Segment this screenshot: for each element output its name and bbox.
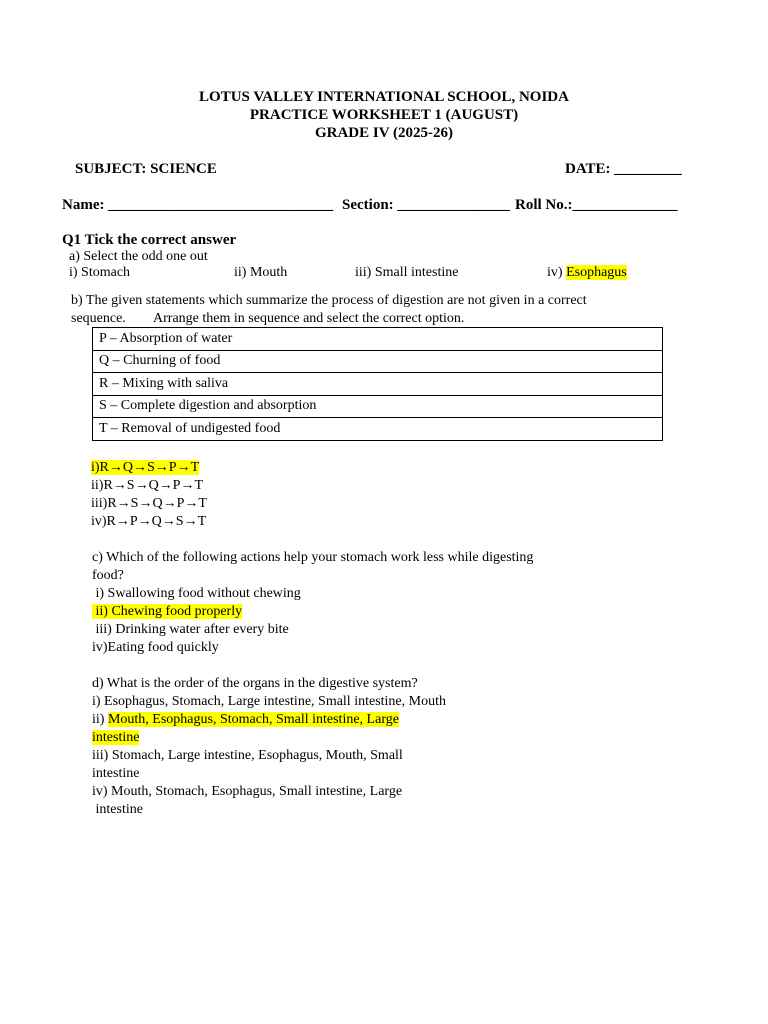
option-c-2-text: ii) Chewing food properly (92, 604, 243, 619)
option-d-1[interactable]: i) Esophagus, Stomach, Large intestine, Small intestine, Mouth (92, 694, 446, 709)
option-a-4-prefix: iv) (547, 265, 563, 280)
table-row (93, 373, 663, 396)
section-field[interactable]: Section: _______________ (342, 197, 510, 213)
option-c-3[interactable]: iii) Drinking water after every bite (92, 622, 289, 637)
table-row (93, 418, 663, 441)
statement-q: Q – Churning of food (93, 350, 663, 373)
option-d-4[interactable]: iv) Mouth, Stomach, Esophagus, Small intestine, Large (92, 784, 403, 799)
date-field[interactable]: DATE: _________ (565, 161, 682, 177)
option-b-1[interactable] (91, 459, 199, 477)
question-a-prompt: a) Select the odd one out (69, 249, 208, 264)
question-b-prompt-line1: b) The given statements which summarize the process of digestion are not given in a correct (71, 293, 587, 308)
question-1-title: Q1 Tick the correct answer (62, 232, 237, 248)
option-b-1-text: i)R→Q→S→P→T (91, 460, 200, 475)
option-b-2[interactable]: ii)R→S→Q→P→T (91, 478, 204, 493)
option-a-2[interactable]: ii) Mouth (234, 265, 288, 280)
option-a-3[interactable]: iii) Small intestine (355, 265, 459, 280)
option-b-3[interactable]: iii)R→S→Q→P→T (91, 496, 207, 511)
statement-s: S – Complete digestion and absorption (93, 395, 663, 418)
statement-p: P – Absorption of water (93, 328, 663, 351)
statement-t: T – Removal of undigested food (93, 418, 663, 441)
option-d-3[interactable]: iii) Stomach, Large intestine, Esophagus, Mouth, Small (92, 748, 403, 763)
school-name: LOTUS VALLEY INTERNATIONAL SCHOOL, NOIDA (199, 89, 569, 105)
option-c-2[interactable] (92, 603, 242, 621)
option-a-4-answer: Esophagus (566, 265, 627, 280)
statements-table (92, 327, 663, 441)
statement-r: R – Mixing with saliva (93, 373, 663, 396)
option-c-4[interactable]: iv)Eating food quickly (92, 640, 219, 655)
roll-number-field[interactable]: Roll No.:______________ (515, 197, 678, 213)
question-c-prompt-line1: c) Which of the following actions help your stomach work less while digesting (92, 550, 534, 565)
question-d-prompt: d) What is the order of the organs in the digestive system? (92, 676, 418, 691)
option-a-4[interactable] (547, 264, 627, 282)
option-d-3-continued: intestine (92, 766, 140, 781)
name-field[interactable]: Name: ______________________________ (62, 197, 334, 213)
option-d-2[interactable] (92, 711, 399, 729)
option-d-2-prefix: ii) (92, 712, 108, 727)
worksheet-title: PRACTICE WORKSHEET 1 (AUGUST) (249, 107, 519, 123)
table-row (93, 328, 663, 351)
option-a-1[interactable]: i) Stomach (69, 265, 131, 280)
option-c-1[interactable]: i) Swallowing food without chewing (92, 586, 301, 601)
grade-title: GRADE IV (2025-26) (314, 125, 454, 141)
table-row (93, 350, 663, 373)
question-c-prompt-line2: food? (92, 568, 124, 583)
table-row (93, 395, 663, 418)
option-d-2-text: Mouth, Esophagus, Stomach, Small intestine, Large (107, 712, 399, 727)
option-d-2-continued (92, 729, 139, 747)
option-d-2-text-continued: intestine (92, 730, 140, 745)
option-b-4[interactable]: iv)R→P→Q→S→T (91, 514, 207, 529)
option-d-4-continued: intestine (92, 802, 143, 817)
subject-label: SUBJECT: SCIENCE (75, 161, 217, 177)
question-b-prompt-line2: sequence. Arrange them in sequence and select the correct option. (71, 311, 465, 326)
